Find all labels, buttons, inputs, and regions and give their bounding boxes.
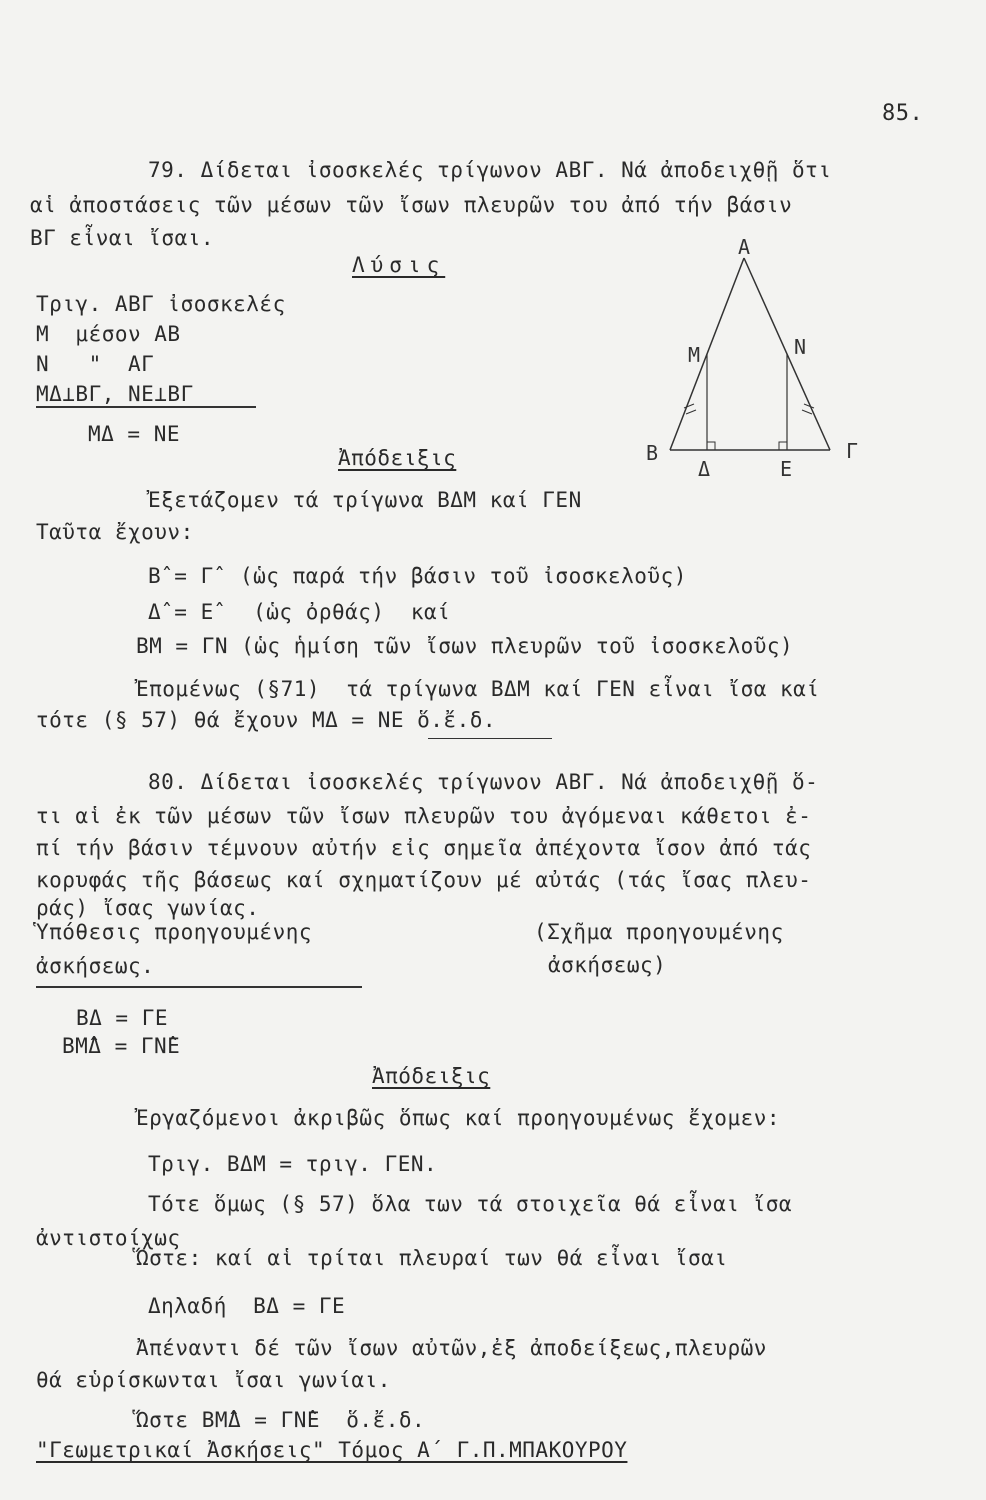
proof-80-line-5: Ὥστε: καί αἱ τρίται πλευραί των θά εἶναι ἴσαι <box>136 1246 728 1270</box>
figure-note-line-1: (Σχῆμα προηγουμένης <box>534 920 784 944</box>
proof-80-line-6: Δηλαδή ΒΔ = ΓΕ <box>148 1294 346 1318</box>
proof-79-line-3: Β̂ = Γ̂ (ὡς παρά τήν βάσιν τοῦ ἰσοσκελοῦς) <box>148 564 687 588</box>
proof-80-line-8: θά εὑρίσκωνται ἴσαι γωνίαι. <box>36 1368 391 1392</box>
vertex-label-g: Γ <box>846 439 859 463</box>
proof-80-line-7: Ἀπέναντι δέ τῶν ἴσων αὐτῶν,ἐξ ἀποδείξεως,πλευρῶν <box>136 1336 767 1360</box>
given-line-1: Τριγ. ΑΒΓ ἰσοσκελές <box>36 292 286 316</box>
problem-80-line-3: πί τήν βάσιν τέμνουν αὐτήν εἰς σημεῖα ἀπέχοντα ἴσον ἀπό τάς <box>36 836 812 860</box>
proof-79-line-5: ΒΜ = ΓΝ (ὡς ἡμίση τῶν ἴσων πλευρῶν τοῦ ἰσοσκελοῦς) <box>136 634 794 658</box>
conclusion-80-line-1: ΒΔ = ΓΕ <box>76 1006 169 1030</box>
problem-79-line-1: 79. Δίδεται ἰσοσκελές τρίγωνον ΑΒΓ. Νά ἀποδειχθῇ ὅτι <box>148 158 832 182</box>
hypothesis-separator <box>36 986 362 988</box>
problem-80-line-4: κορυφάς τῆς βάσεως καί σχηματίζουν μέ αὐτάς (τάς ἴσας πλευ- <box>36 868 812 892</box>
page-number: 85. <box>882 101 924 126</box>
hypothesis-line-2: ἀσκήσεως. <box>36 954 155 978</box>
given-line-2: Μ μέσον ΑΒ <box>36 322 181 346</box>
hypothesis-line-1: Ὑπόθεσις προηγουμένης <box>36 920 313 944</box>
proof-80-line-2: Τριγ. ΒΔΜ = τριγ. ΓΕΝ. <box>148 1152 438 1176</box>
given-separator <box>36 406 256 408</box>
proof-80-line-4: ἀντιστοίχως <box>36 1226 181 1250</box>
proof-79-line-7: τότε (§ 57) θά ἔχουν ΜΔ = ΝΕ ὅ.ἔ.δ. <box>36 708 497 732</box>
conclusion-80-line-2: ΒΜ̂Δ = ΓΝ̂Ε <box>62 1034 181 1058</box>
given-line-4: ΜΔ⊥ΒΓ, ΝΕ⊥ΒΓ <box>36 382 194 406</box>
figure-note-line-2: ἀσκήσεως) <box>548 953 667 977</box>
given-line-3: Ν " ΑΓ <box>36 352 155 376</box>
proof-79-line-4: Δ̂ = Ε̂ (ὡς ὀρθάς) καί <box>148 600 451 624</box>
problem-80-line-5: ράς) ἴσας γωνίας. <box>36 896 260 920</box>
isosceles-triangle-figure <box>640 238 870 488</box>
vertex-label-b: Β <box>646 441 659 465</box>
vertex-label-a: Α <box>738 238 751 259</box>
problem-79-line-3: ΒΓ εἶναι ἴσαι. <box>30 226 215 250</box>
footer-book-title: "Γεωμετρικαί Ἀσκήσεις" Τόμος Α΄ Γ.Π.ΜΠΑΚΟΥΡΟΥ <box>36 1438 628 1462</box>
point-label-e: Ε <box>780 457 793 481</box>
section-separator <box>428 738 552 739</box>
proof-80-line-1: Ἐργαζόμενοι ἀκριβῶς ὅπως καί προηγουμένως ἔχομεν: <box>136 1106 781 1130</box>
point-label-n: Ν <box>794 335 807 359</box>
point-label-d: Δ <box>698 457 711 481</box>
proof-80-line-9: Ὥστε ΒΜ̂Δ = ΓΝ̂Ε ὅ.ἔ.δ. <box>136 1408 426 1432</box>
proof-80-line-3: Τότε ὅμως (§ 57) ὅλα των τά στοιχεῖα θά εἶναι ἴσα <box>148 1192 793 1216</box>
solution-heading: Λύσις <box>352 253 446 277</box>
problem-79-line-2: αἱ ἀποστάσεις τῶν μέσων τῶν ἴσων πλευρῶν του ἀπό τήν βάσιν <box>30 193 793 217</box>
proof-79-line-6: Ἐπομένως (§71) τά τρίγωνα ΒΔΜ καί ΓΕΝ εἶναι ἴσα καί <box>136 677 820 701</box>
problem-80-line-1: 80. Δίδεται ἰσοσκελές τρίγωνον ΑΒΓ. Νά ἀποδειχθῇ ὅ- <box>148 770 819 794</box>
conclusion-79: ΜΔ = ΝΕ <box>88 422 181 446</box>
proof-heading-80: Ἀπόδειξις <box>372 1064 491 1088</box>
proof-79-line-2: Ταῦτα ἔχουν: <box>36 520 194 544</box>
proof-79-line-1: Ἐξετάζομεν τά τρίγωνα ΒΔΜ καί ΓΕΝ <box>148 488 582 512</box>
point-label-m: Μ <box>688 343 701 367</box>
proof-heading-79: Ἀπόδειξις <box>338 446 457 470</box>
problem-80-line-2: τι αἱ ἐκ τῶν μέσων τῶν ἴσων πλευρῶν του ἀγόμεναι κάθετοι ἐ- <box>36 804 812 828</box>
